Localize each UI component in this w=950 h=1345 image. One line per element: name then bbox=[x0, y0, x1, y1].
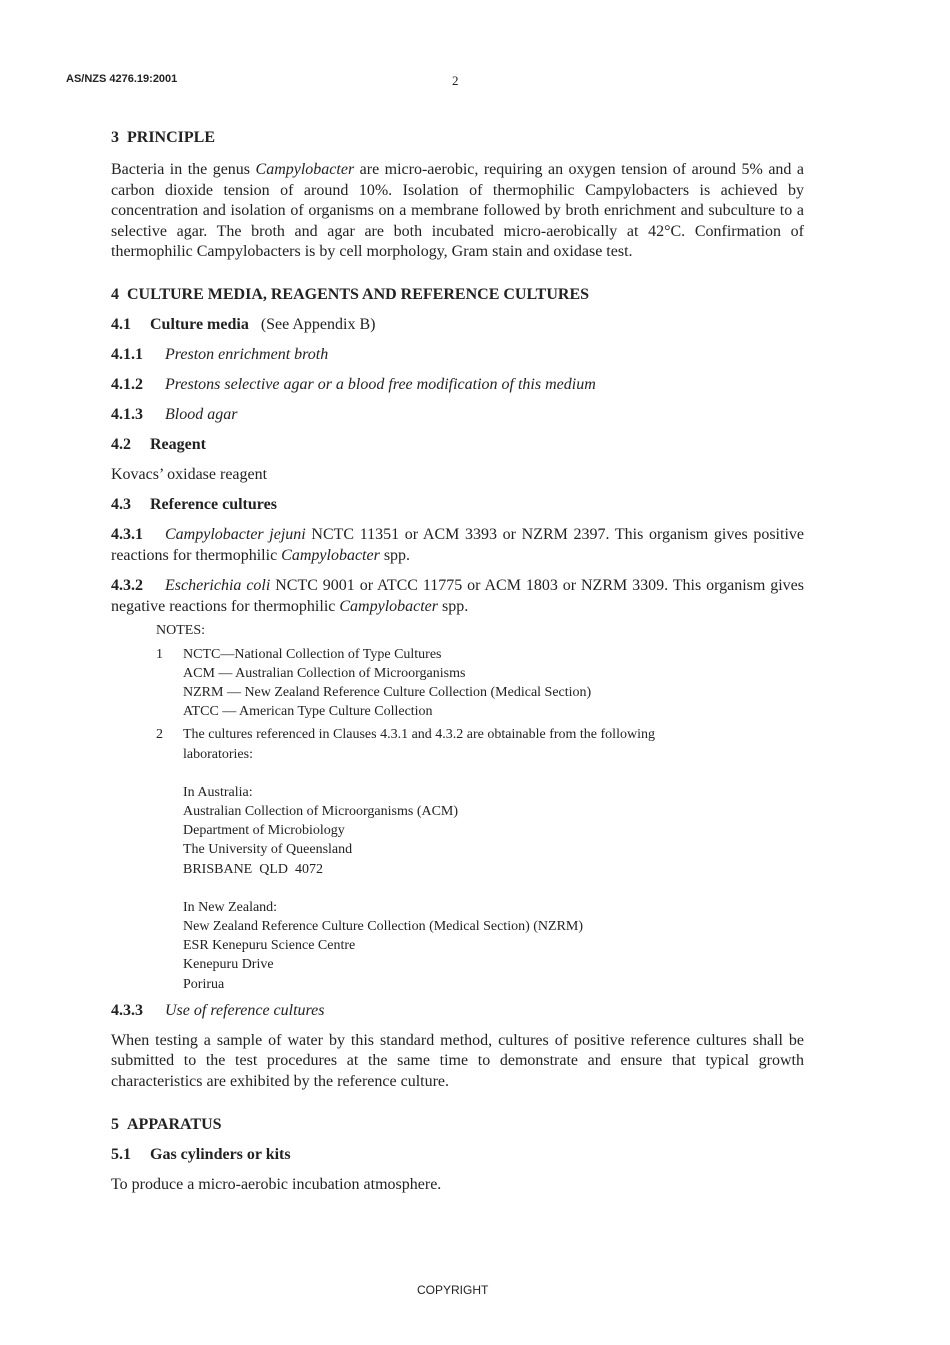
section-3-heading: 3 PRINCIPLE bbox=[111, 129, 216, 146]
page-number: 2 bbox=[452, 73, 459, 88]
address-line: Kenepuru Drive bbox=[183, 957, 274, 973]
section-4-3-2-paragraph: 4.3.2 Escherichia coli NCTC 9001 or ATCC 11775 or ACM 1803 or NZRM 3309. This organism gives negative reactions for thermophilic Campylobacter spp. bbox=[111, 577, 805, 615]
note-number: 2 bbox=[156, 727, 163, 743]
note-line: NCTC—National Collection of Type Cultures bbox=[183, 646, 442, 662]
section-4-3-3-heading: 4.3.3 Use of reference cultures bbox=[111, 1001, 325, 1019]
section-4-2-heading: 4.2 Reagent bbox=[111, 435, 206, 453]
note-2 bbox=[156, 725, 804, 993]
section-4-3-heading: 4.3 Reference cultures bbox=[111, 495, 277, 513]
note-line: ACM — Australian Collection of Microorganisms bbox=[183, 665, 466, 681]
copyright-footer: COPYRIGHT bbox=[417, 1283, 489, 1297]
address-line: In New Zealand: bbox=[183, 899, 278, 915]
note-line: laboratories: bbox=[183, 746, 253, 762]
section-4-3-3-paragraph: When testing a sample of water by this standard method, cultures of positive reference cultures shall be submitted to the test procedures at the same time to demonstrate and ensure that typical growth characteristics are exhibited by the reference culture. bbox=[111, 1031, 804, 1090]
section-4-1-3-heading: 4.1.3 Blood agar bbox=[111, 405, 238, 423]
section-5-heading: 5 APPARATUS bbox=[111, 1115, 222, 1133]
address-line: ESR Kenepuru Science Centre bbox=[183, 938, 356, 954]
notes-title: NOTES: bbox=[156, 623, 205, 639]
note-line: NZRM — New Zealand Reference Culture Collection (Medical Section) bbox=[183, 684, 592, 700]
document-id: AS/NZS 4276.19:2001 bbox=[66, 73, 178, 85]
note-1 bbox=[156, 645, 804, 722]
section-4-1-2-heading: 4.1.2 Prestons selective agar or a blood free modification of this medium bbox=[111, 375, 596, 393]
note-line: The cultures referenced in Clauses 4.3.1 and 4.3.2 are obtainable from the following bbox=[183, 727, 655, 743]
address-line: BRISBANE QLD 4072 bbox=[183, 861, 324, 877]
section-4-3-1-paragraph: 4.3.1 Campylobacter jejuni NCTC 11351 or ACM 3393 or NZRM 2397. This organism gives positive reactions for thermophilic Campylobacter spp. bbox=[111, 525, 804, 564]
address-line: The University of Queensland bbox=[183, 842, 353, 858]
address-line: Australian Collection of Microorganisms (ACM) bbox=[183, 803, 459, 819]
page-content bbox=[111, 128, 804, 1195]
section-4-1-heading: 4.1 Culture media (See Appendix B) bbox=[111, 315, 376, 333]
section-3-paragraph: Bacteria in the genus Campylobacter are micro-aerobic, requiring an oxygen tension of around 5% and a carbon dioxide tension of around 10%. Isolation of thermophilic Campylobacters is achieved by concentration and isolation of organisms on a membrane followed by broth enrichment and subculture to a selective agar. The broth and agar are both incubated micro-aerobically at 42°C. Confirmation of thermophilic Campylobacters is by cell morphology, Gram stain and oxidase test. bbox=[111, 161, 804, 261]
notes-block bbox=[156, 621, 804, 993]
address-line: Department of Microbiology bbox=[183, 823, 345, 839]
address-line: Porirua bbox=[183, 976, 225, 992]
section-4-heading: 4 CULTURE MEDIA, REAGENTS AND REFERENCE CULTURES bbox=[111, 285, 590, 303]
reagent-text: Kovacs’ oxidase reagent bbox=[111, 465, 268, 483]
address-line: New Zealand Reference Culture Collection (Medical Section) (NZRM) bbox=[183, 918, 584, 934]
note-number: 1 bbox=[156, 646, 163, 662]
section-5-1-text: To produce a micro-aerobic incubation atmosphere. bbox=[111, 1175, 442, 1193]
section-4-1-1-heading: 4.1.1 Preston enrichment broth bbox=[111, 345, 329, 363]
address-line: In Australia: bbox=[183, 784, 253, 800]
section-5-1-heading: 5.1 Gas cylinders or kits bbox=[111, 1145, 291, 1163]
note-line: ATCC — American Type Culture Collection bbox=[183, 704, 433, 720]
